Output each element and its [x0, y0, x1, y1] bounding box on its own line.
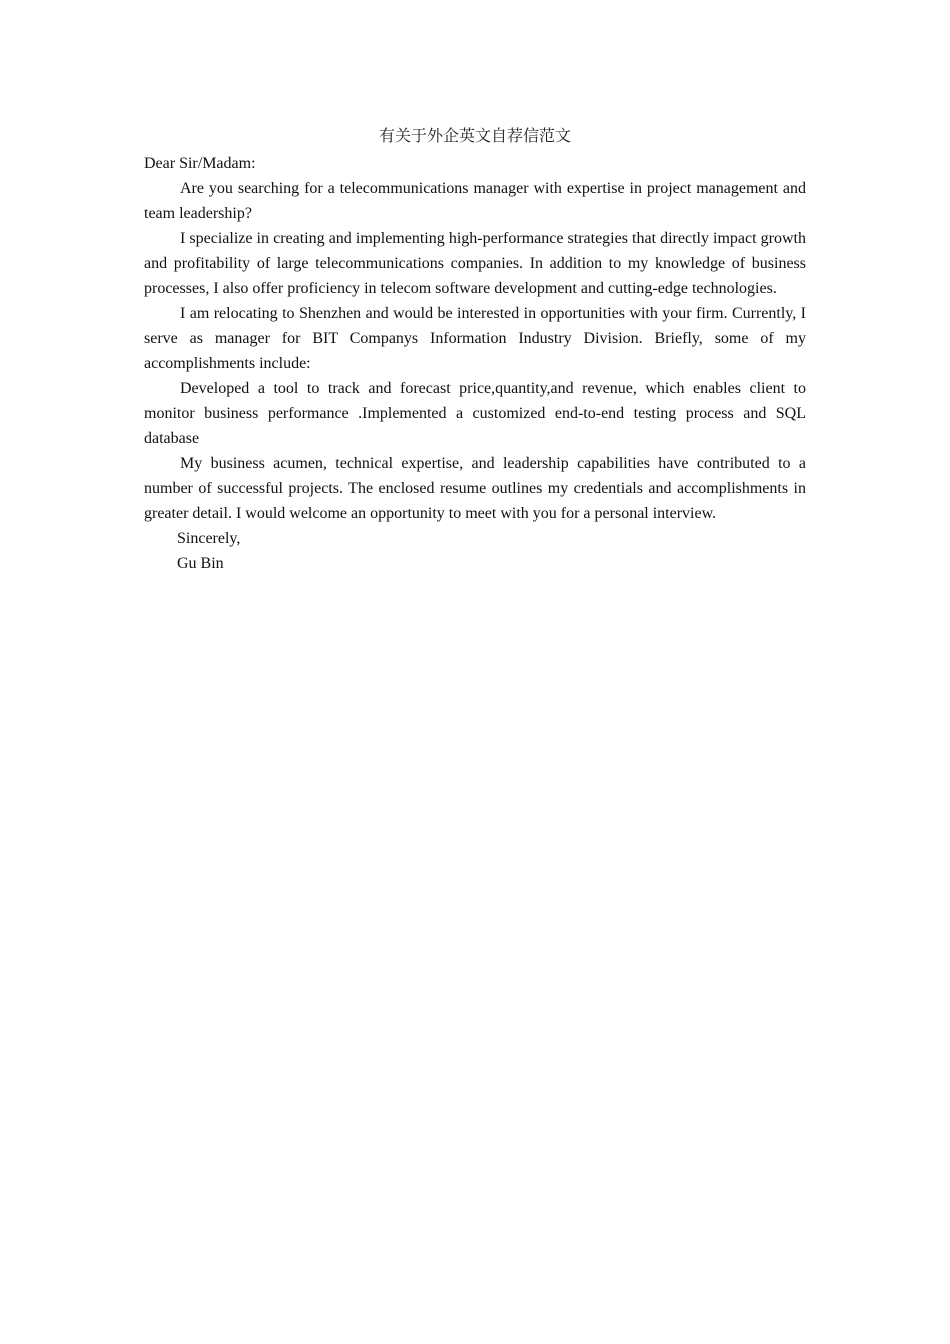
signature: Gu Bin: [177, 555, 224, 572]
paragraph-conclusion: My business acumen, technical expertise, and leadership capabilities have contributed to a number of successful projects. The enclosed resume outlines my credentials and accomplishments in greater detail. I would welcome an opportunity to meet with you for a personal interview.: [144, 455, 806, 522]
document-page: [144, 121, 806, 576]
salutation: Dear Sir/Madam:: [144, 155, 256, 172]
closing: Sincerely,: [177, 530, 241, 547]
paragraph-relocation: I am relocating to Shenzhen and would be interested in opportunities with your firm. Currently, I serve as manager for BIT Companys Information Industry Division. Briefly, some of my accomplishments include:: [144, 305, 806, 372]
paragraph-intro: Are you searching for a telecommunications manager with expertise in project management and team leadership?: [144, 180, 806, 222]
document-title: 有关于外企英文自荐信范文: [378, 126, 571, 145]
paragraph-specialization: I specialize in creating and implementing high-performance strategies that directly impact growth and profitability of large telecommunications companies. In addition to my knowledge of business processes, I also offer proficiency in telecom software development and cutting-edge technologies.: [144, 230, 806, 297]
paragraph-accomplishments: Developed a tool to track and forecast price,quantity,and revenue, which enables client to monitor business performance .Implemented a customized end-to-end testing process and SQL database: [144, 380, 806, 447]
